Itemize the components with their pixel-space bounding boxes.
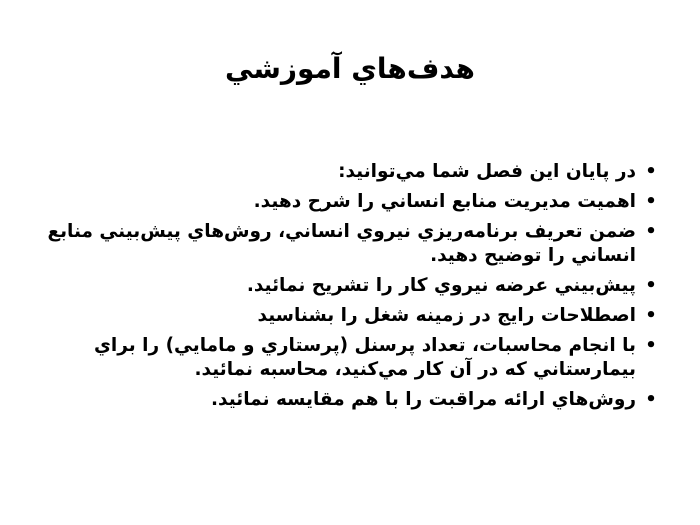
list-item	[40, 220, 660, 268]
bullet-text: ضمن تعريف برنامه‌ريزي نيروي انساني، روش‌هاي پيش‌بيني منابع انساني را توضيح دهيد.	[47, 221, 636, 266]
bullet-point-icon: •	[645, 305, 657, 326]
bullet-text: پيش‌بيني عرضه نيروي کار را تشريح نمائيد.	[246, 275, 636, 296]
slide-title: هدف‌هاي آموزشي	[225, 52, 475, 85]
list-item	[40, 334, 660, 382]
bullet-text: روش‌هاي ارائه مراقبت را با هم مقايسه نمائيد.	[211, 389, 636, 410]
bullet-point-icon: •	[645, 161, 657, 182]
list-item	[40, 160, 660, 184]
bullet-point-icon: •	[645, 335, 657, 356]
list-item	[40, 304, 660, 328]
bullet-list	[40, 160, 660, 418]
list-item	[40, 190, 660, 214]
list-item	[40, 388, 660, 412]
bullet-point-icon: •	[645, 191, 657, 212]
bullet-text: اهميت مديريت منابع انساني را شرح دهيد.	[253, 191, 636, 212]
bullet-text: اصطلاحات رايج در زمينه شغل را بشناسيد	[257, 305, 636, 326]
bullet-point-icon: •	[645, 275, 657, 296]
bullet-text: در پايان اين فصل شما مي‌توانيد:	[338, 161, 636, 182]
bullet-point-icon: •	[645, 221, 657, 242]
list-item	[40, 274, 660, 298]
bullet-point-icon: •	[645, 389, 657, 410]
bullet-text: با انجام محاسبات، تعداد پرسنل (پرستاري و مامايي) را براي بيمارستاني که در آن کار مي‌کنيد، محاسبه نمائيد.	[93, 335, 636, 380]
